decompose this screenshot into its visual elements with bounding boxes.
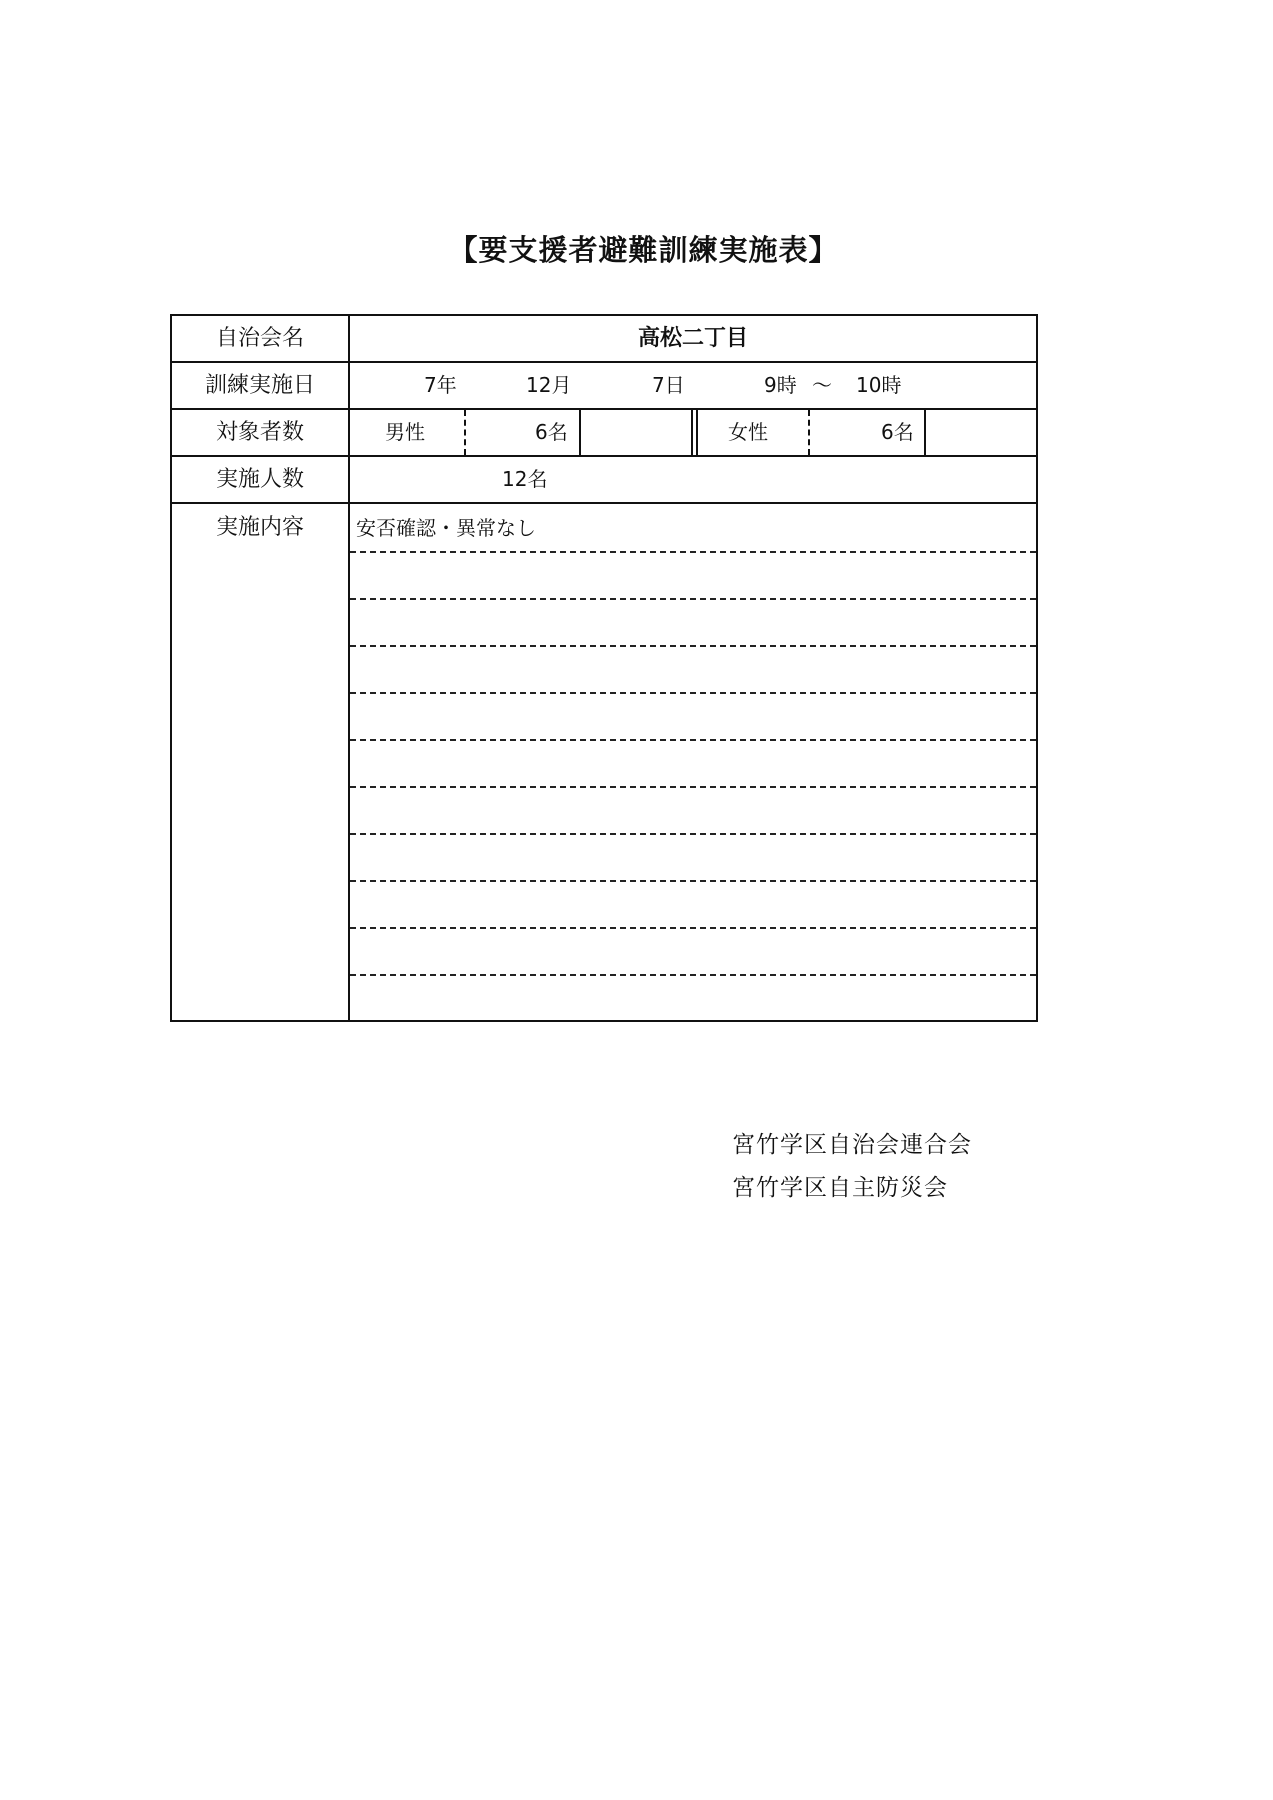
drill-report-table (170, 314, 1038, 1022)
male-label: 男性 (385, 420, 425, 444)
date-month: 12月 (526, 373, 572, 397)
date-label: 訓練実施日 (172, 363, 350, 408)
writing-line (350, 833, 1036, 835)
participants-value: 12名 (502, 467, 548, 491)
date-end-time: 10時 (856, 373, 902, 397)
association-value: 高松二丁目 (637, 326, 748, 351)
organization-name: 宮竹学区自治会連合会 (732, 1132, 972, 1158)
female-label: 女性 (728, 420, 768, 444)
writing-line (350, 645, 1036, 647)
writing-line (350, 880, 1036, 882)
date-start-time: 9時 (764, 373, 797, 397)
row-date (172, 363, 1036, 410)
row-content (172, 504, 1036, 1020)
row-association (172, 316, 1036, 363)
targets-label: 対象者数 (172, 410, 350, 455)
writing-line (350, 927, 1036, 929)
date-separator: ～ (812, 373, 832, 397)
writing-line (350, 551, 1036, 553)
divider (924, 410, 926, 455)
writing-line (350, 598, 1036, 600)
writing-line (350, 786, 1036, 788)
divider (696, 410, 698, 455)
date-day: 7日 (652, 373, 685, 397)
participants-label: 実施人数 (172, 457, 350, 502)
female-count: 6名 (881, 420, 914, 444)
male-count: 6名 (535, 420, 568, 444)
divider (579, 410, 581, 455)
content-label: 実施内容 (172, 504, 350, 1020)
divider (691, 410, 693, 455)
document-title: 【要支援者避難訓練実施表】 (448, 233, 839, 267)
association-label: 自治会名 (172, 316, 350, 361)
female-divider (808, 410, 810, 455)
writing-line (350, 739, 1036, 741)
row-participants (172, 457, 1036, 504)
organization-name: 宮竹学区自主防災会 (732, 1175, 948, 1201)
row-targets (172, 410, 1036, 457)
writing-line (350, 974, 1036, 976)
date-year: 7年 (424, 373, 457, 397)
male-divider (464, 410, 466, 455)
writing-line (350, 692, 1036, 694)
content-text: 安否確認・異常なし (356, 516, 536, 540)
